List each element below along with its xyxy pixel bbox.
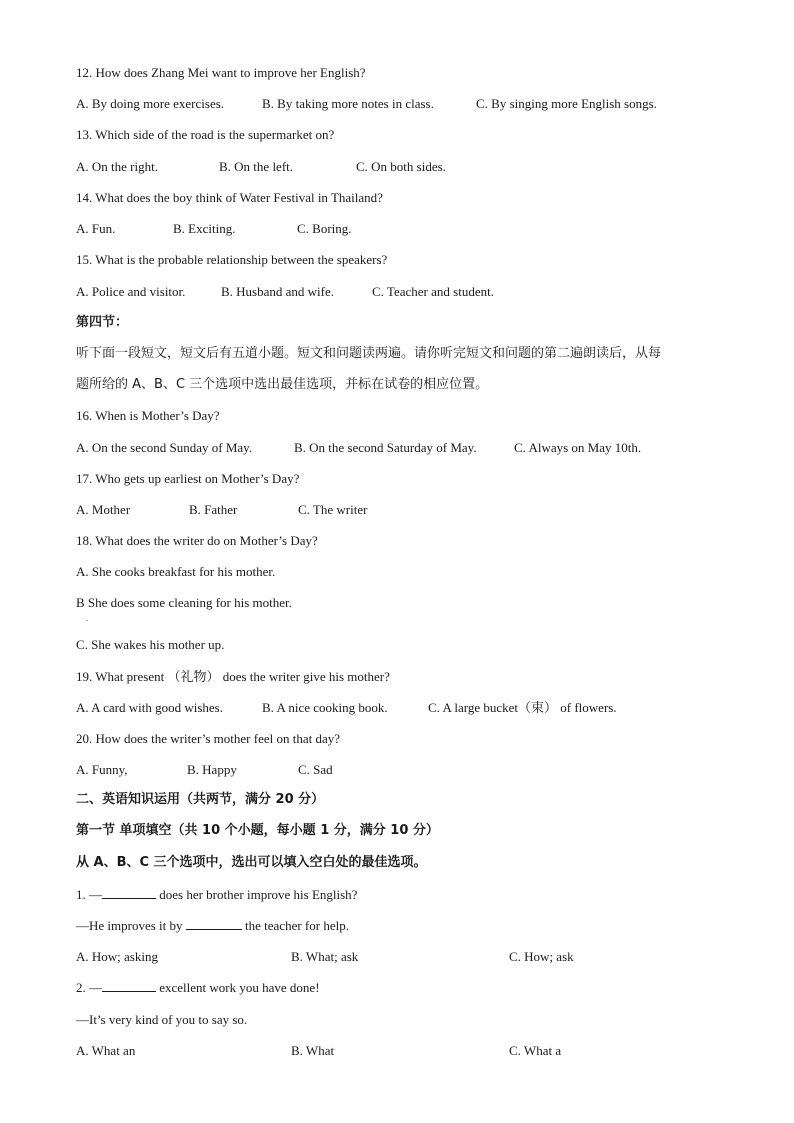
option-c[interactable]: C. By singing more English songs.	[476, 96, 657, 111]
option-c[interactable]: C. Teacher and student.	[372, 284, 494, 299]
option-c[interactable]: C. A large bucket（束） of flowers.	[428, 700, 617, 715]
option-a[interactable]: A. By doing more exercises.	[76, 96, 225, 111]
option-a[interactable]: A. Fun.	[76, 221, 116, 236]
answer-blank[interactable]	[186, 917, 242, 930]
question-14: 14. What does the boy think of Water Festival in Thailand?	[76, 190, 383, 205]
question-17: 17. Who gets up earliest on Mother’s Day?	[76, 471, 300, 486]
option-a[interactable]: A. On the right.	[76, 159, 158, 174]
question-18: 18. What does the writer do on Mother’s Day?	[76, 533, 318, 548]
option-b[interactable]: B. By taking more notes in class.	[262, 96, 434, 111]
section-4-instructions-1: 听下面一段短文，短文后有五道小题。短文和问题读两遍。请你听完短文和问题的第二遍朗读后，从每	[76, 346, 662, 361]
option-c[interactable]: C. Always on May 10th.	[514, 440, 642, 455]
grammar-question-2	[76, 979, 320, 997]
question-15: 15. What is the probable relationship between the speakers?	[76, 252, 388, 267]
option-a[interactable]: A. Police and visitor.	[76, 284, 186, 299]
question-text-suffix: excellent work you have done!	[156, 980, 320, 995]
option-a[interactable]: A. On the second Sunday of May.	[76, 440, 253, 455]
part-2-instructions: 从 A、B、C 三个选项中，选出可以填入空白处的最佳选项。	[76, 855, 427, 870]
section-4-instructions-2: 题所给的 A、B、C 三个选项中选出最佳选项，并标在试卷的相应位置。	[76, 377, 489, 392]
question-19: 19. What present （礼物） does the writer give his mother?	[76, 669, 390, 684]
question-20: 20. How does the writer’s mother feel on that day?	[76, 731, 341, 746]
question-18-option-a[interactable]: A. She cooks breakfast for his mother.	[76, 564, 276, 579]
grammar-question-1-response	[76, 917, 349, 935]
answer-blank[interactable]	[102, 886, 156, 899]
part-2-section-1-title: 第一节 单项填空（共 10 个小题，每小题 1 分，满分 10 分）	[76, 823, 439, 838]
option-c[interactable]: C. What a	[509, 1043, 562, 1058]
question-18-option-c[interactable]: C. She wakes his mother up.	[76, 637, 225, 652]
option-b[interactable]: B. Husband and wife.	[221, 284, 335, 299]
option-b[interactable]: B. Happy	[187, 762, 237, 777]
grammar-question-1	[76, 886, 357, 904]
section-4-title: 第四节：	[76, 315, 129, 330]
option-b[interactable]: B. On the left.	[219, 159, 294, 174]
option-c[interactable]: C. How; ask	[509, 949, 574, 964]
question-12: 12. How does Zhang Mei want to improve her English?	[76, 65, 366, 80]
option-a[interactable]: A. Mother	[76, 502, 131, 517]
option-b[interactable]: B. Father	[189, 502, 238, 517]
stray-dot-mark: .	[86, 614, 88, 623]
option-a[interactable]: A. How; asking	[76, 949, 158, 964]
option-b[interactable]: B. A nice cooking book.	[262, 700, 388, 715]
option-b[interactable]: B. On the second Saturday of May.	[294, 440, 477, 455]
response-suffix: the teacher for help.	[241, 918, 349, 933]
question-18-option-b[interactable]: B She does some cleaning for his mother.	[76, 595, 292, 610]
option-a[interactable]: A. Funny,	[76, 762, 128, 777]
option-b[interactable]: B. Exciting.	[173, 221, 236, 236]
question-13: 13. Which side of the road is the supermarket on?	[76, 127, 335, 142]
option-c[interactable]: C. Sad	[298, 762, 333, 777]
question-text-prefix: 2. —	[76, 980, 102, 995]
option-a[interactable]: A. A card with good wishes.	[76, 700, 223, 715]
option-c[interactable]: C. On both sides.	[356, 159, 446, 174]
option-c[interactable]: C. Boring.	[297, 221, 352, 236]
question-16: 16. When is Mother’s Day?	[76, 408, 220, 423]
answer-blank[interactable]	[102, 979, 156, 992]
part-2-title: 二、英语知识运用（共两节，满分 20 分）	[76, 792, 325, 807]
option-c[interactable]: C. The writer	[298, 502, 368, 517]
option-a[interactable]: A. What an	[76, 1043, 136, 1058]
question-text-suffix: does her brother improve his English?	[156, 887, 358, 902]
question-text-prefix: 1. —	[76, 887, 102, 902]
option-b[interactable]: B. What	[291, 1043, 335, 1058]
option-b[interactable]: B. What; ask	[291, 949, 359, 964]
response-prefix: —He improves it by	[76, 918, 186, 933]
grammar-question-2-response: —It’s very kind of you to say so.	[76, 1012, 248, 1027]
